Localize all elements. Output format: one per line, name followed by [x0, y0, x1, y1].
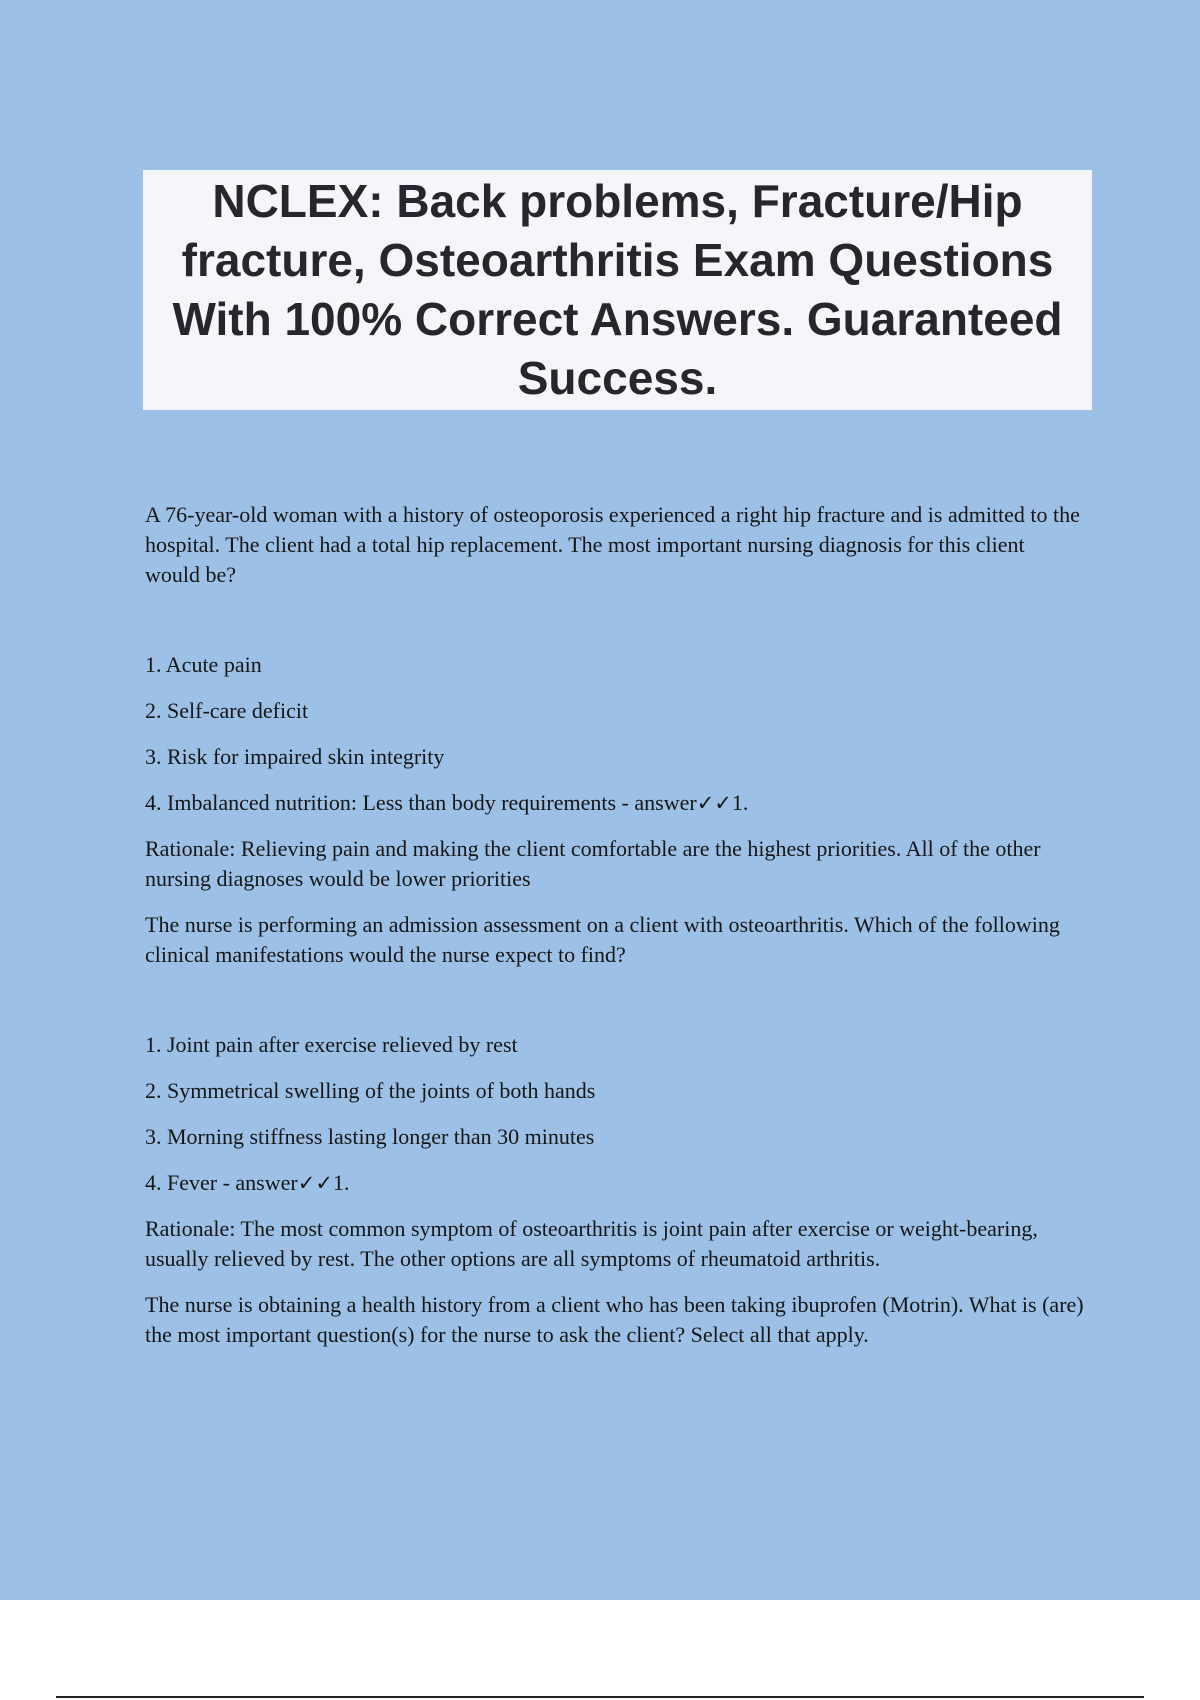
question-2-option-2: 2. Symmetrical swelling of the joints of both hands [145, 1078, 596, 1103]
question-1-stem: A 76-year-old woman with a history of osteoporosis experienced a right hip fracture and is admitted to the hospital. The client had a total hip replacement. The most important nursing diagnosis for this client would be? [145, 502, 1080, 587]
document-body [145, 500, 1085, 1350]
question-1-options [145, 650, 1085, 818]
answer-check-icon: ✓✓ [696, 791, 732, 815]
answer-check-icon: ✓✓ [297, 1171, 333, 1195]
question-2-rationale: Rationale: The most common symptom of osteoarthritis is joint pain after exercise or weight-bearing, usually relieved by rest. The other options are all symptoms of rheumatoid arthritis. [145, 1216, 1038, 1271]
question-1-option-4-text: 4. Imbalanced nutrition: Less than body requirements - answer [145, 790, 697, 815]
question-2-stem: The nurse is performing an admission assessment on a client with osteoarthritis. Which of the following clinical manifestations would the nurse expect to find? [145, 912, 1060, 967]
document-title: NCLEX: Back problems, Fracture/Hip fracture, Osteoarthritis Exam Questions With 100% Correct Answers. Guaranteed Success. [172, 175, 1063, 404]
question-2-answer: 1. [332, 1170, 350, 1195]
question-1-rationale: Rationale: Relieving pain and making the client comfortable are the highest priorities. All of the other nursing diagnoses would be lower priorities [145, 836, 1041, 891]
question-1-answer: 1. [731, 790, 749, 815]
question-3-stem: The nurse is obtaining a health history from a client who has been taking ibuprofen (Motrin). What is (are) the most important question(s) for the nurse to ask the client? Select all that apply. [145, 1292, 1084, 1347]
question-2-options [145, 1030, 1085, 1198]
question-1-option-3: 3. Risk for impaired skin integrity [145, 744, 445, 769]
question-2-option-4 [145, 1168, 1085, 1198]
question-2-option-3: 3. Morning stiffness lasting longer than 30 minutes [145, 1124, 595, 1149]
question-2-option-1: 1. Joint pain after exercise relieved by rest [145, 1032, 518, 1057]
footer-divider [56, 1696, 1144, 1698]
question-2-option-4-text: 4. Fever - answer [145, 1170, 298, 1195]
title-banner [143, 170, 1092, 410]
question-1-option-4 [145, 788, 1085, 818]
question-1-option-1: 1. Acute pain [145, 652, 262, 677]
question-1-option-2: 2. Self-care deficit [145, 698, 309, 723]
